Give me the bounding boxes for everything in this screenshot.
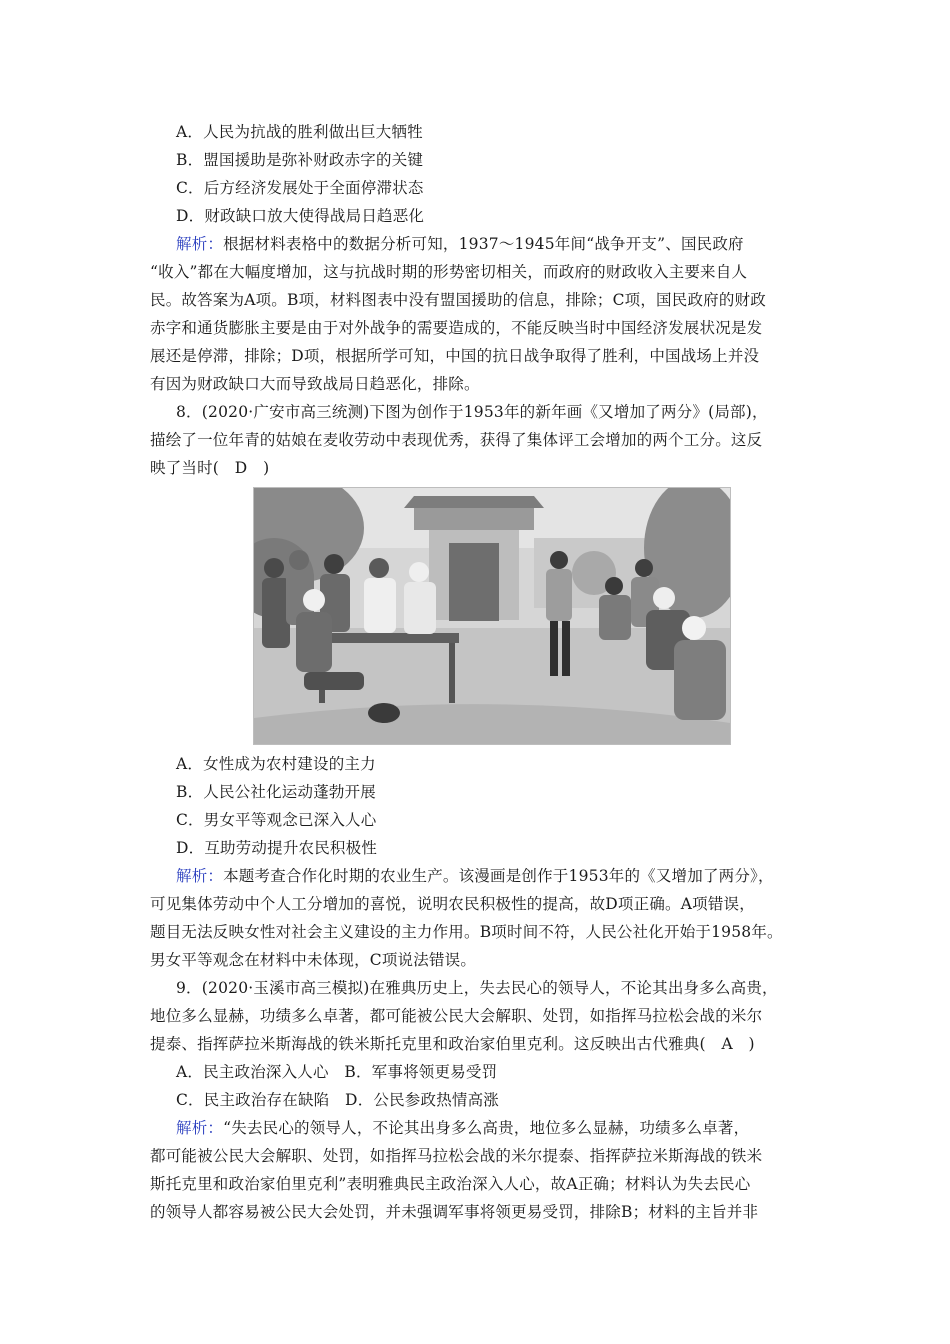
q8-stem-line-3: 映了当时( D ) [150,459,270,477]
q7-analysis-label: 解析： [176,235,224,253]
q8-option-a: A．女性成为农村建设的主力 [176,755,376,773]
q7-analysis-line-6: 有因为财政缺口大而导致战局日趋恶化，排除。 [150,375,480,393]
q7-option-b: B．盟国援助是弥补财政赤字的关键 [176,151,424,169]
q9-analysis-line-4: 的领导人都容易被公民大会处罚，并未强调军事将领更易受罚，排除B；材料的主旨并非 [150,1203,759,1221]
q9-analysis-line-2: 都可能被公民大会解职、处罚，如指挥马拉松会战的米尔提泰、指挥萨拉米斯海战的铁米 [150,1147,763,1165]
q8-analysis-line-2: 可见集体劳动中个人工分增加的喜悦，说明农民积极性的提高，故D项正确。A项错误， [150,895,755,913]
q7-option-a: A．人民为抗战的胜利做出巨大牺牲 [176,123,423,141]
q8-option-b: B．人民公社化运动蓬勃开展 [176,783,376,801]
q8-stem-line-1: 8．(2020·广安市高三统测)下图为创作于1953年的新年画《又增加了两分》(局部)， [176,403,768,421]
q9-stem-line-3: 提泰、指挥萨拉米斯海战的铁米斯托克里和政治家伯里克利。这反映出古代雅典( A ) [150,1035,755,1053]
q7-option-c: C．后方经济发展处于全面停滞状态 [176,179,424,197]
q9-options-row-1: A．民主政治深入人心 B．军事将领更易受罚 [176,1063,498,1081]
q9-analysis-line-3: 斯托克里和政治家伯里克利”表明雅典民主政治深入人心，故A正确；材料认为失去民心 [150,1175,751,1193]
q7-analysis-line-3: 民。故答案为A项。B项，材料图表中没有盟国援助的信息，排除；C项，国民政府的财政 [150,291,766,309]
q9-analysis-label: 解析： [176,1119,224,1137]
q7-analysis-line-2: “收入”都在大幅度增加，这与抗战时期的形势密切相关，而政府的财政收入主要来自人 [150,263,748,281]
q8-option-d: D．互助劳动提升农民积极性 [176,839,378,857]
q8-analysis-line-4: 男女平等观念在材料中未体现，C项说法错误。 [150,951,477,969]
q9-stem-line-2: 地位多么显赫，功绩多么卓著，都可能被公民大会解职、处罚，如指挥马拉松会战的米尔 [150,1007,763,1025]
q8-painting-image [253,487,731,745]
q9-options-row-2: C．民主政治存在缺陷 D．公民参政热情高涨 [176,1091,499,1109]
q8-option-c: C．男女平等观念已深入人心 [176,811,377,829]
q9-analysis-line-1: 解析：“失去民心的领导人，不论其出身多么高贵，地位多么显赫，功绩多么卓著， [176,1119,750,1137]
q8-analysis-line-3: 题目无法反映女性对社会主义建设的主力作用。B项时间不符，人民公社化开始于1958年。 [150,923,783,941]
q8-analysis-label: 解析： [176,867,224,885]
q7-analysis-line-4: 赤字和通货膨胀主要是由于对外战争的需要造成的，不能反映当时中国经济发展状况是发 [150,319,763,337]
q7-analysis-line-1: 解析：根据材料表格中的数据分析可知，1937～1945年间“战争开支”、国民政府 [176,235,744,253]
q7-option-d: D．财政缺口放大使得战局日趋恶化 [176,207,425,225]
q8-stem-line-2: 描绘了一位年青的姑娘在麦收劳动中表现优秀，获得了集体评工会增加的两个工分。这反 [150,431,763,449]
q7-analysis-line-5: 展还是停滞，排除；D项，根据所学可知，中国的抗日战争取得了胜利，中国战场上并没 [150,347,760,365]
q8-analysis-line-1: 解析：本题考查合作化时期的农业生产。该漫画是创作于1953年的《又增加了两分》， [176,867,774,885]
q9-stem-line-1: 9．(2020·玉溪市高三模拟)在雅典历史上，失去民心的领导人，不论其出身多么高贵， [176,979,778,997]
